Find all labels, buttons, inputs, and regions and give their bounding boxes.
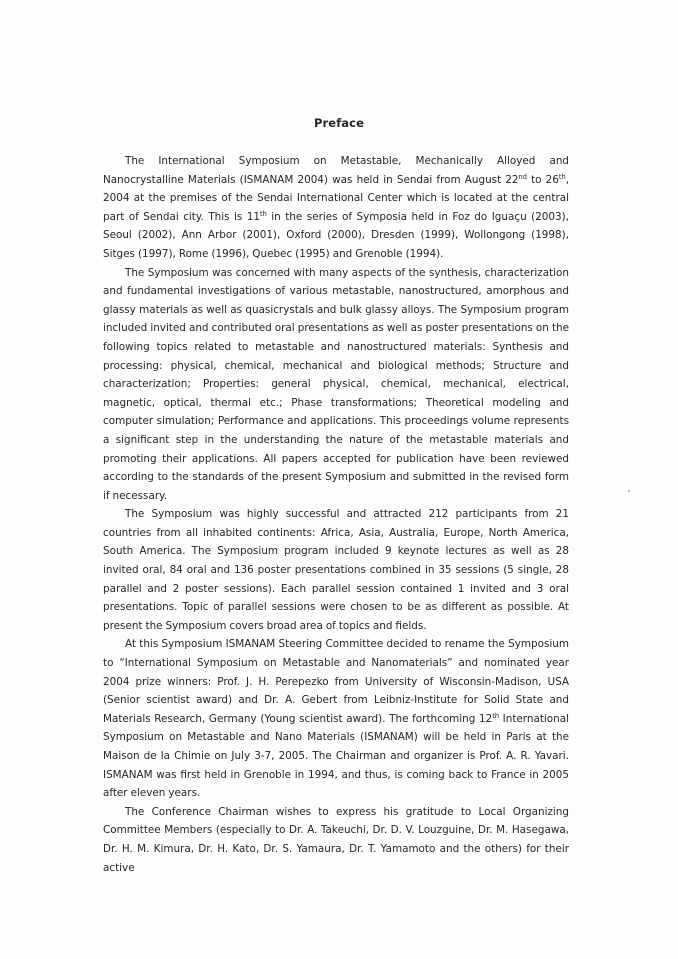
p1-text-b: to 26 — [526, 173, 559, 186]
paragraph-2: The Symposium was concerned with many aspects of the synthesis, characterization and fundamental investigations of various metastable, nanostructured, amorphous and glassy materials as well as quasicrystals and bulk glassy alloys. The Symposium program included invited and contributed oral presentations as well as poster presentations on the following topics related to metastable and nanostructured materials: Synthesis and processing: physical, chemical, mechanical and biological methods; Structure and characterization; Properties: general physical, chemical, mechanical, electrical, magnetic, optical, thermal etc.; Phase transformations; Theoretical modeling and computer simulation; Performance and applications. This proceedings volume represents a significant step in the understanding the nature of the metastable materials and promoting their applications. All papers accepted for publication have been reviewed according to the standards of the present Symposium and submitted in the revised form if necessary. — [103, 266, 569, 502]
preface-body — [103, 152, 569, 877]
p4-text-b: International Symposium on Metastable and Nano Materials (ISMANAM) will be held in Paris at the Maison de la Chimie on July 3-7, 2005. The Chairman and organizer is Prof. A. R. Yavari. ISMANAM was first held in Grenoble in 1994, and thus, is coming back to France in 2005 after eleven years. — [103, 712, 569, 800]
p1-text-d: in the series of Symposia held in Foz do Iguaçu (2003), Seoul (2002), Ann Arbor (2001), Oxford (2000), Dresden (1999), Wollongong (1998), Sitges (1997), Rome (1996), Quebec (1995) and Grenoble (1994). — [103, 210, 569, 260]
p1-sup-2: th — [558, 172, 566, 181]
scan-speck — [628, 490, 630, 492]
p1-text-a: The International Symposium on Metastable, Mechanically Alloyed and Nanocrystalline Materials (ISMANAM 2004) was held in Sendai from August 22 — [103, 155, 569, 186]
paragraph-1 — [103, 152, 569, 264]
paragraph-5: The Conference Chairman wishes to express his gratitude to Local Organizing Committee Members (especially to Dr. A. Takeuchi, Dr. D. V. Louzguine, Dr. M. Hasegawa, Dr. H. M. Kimura, Dr. H. Kato, Dr. S. Yamaura, Dr. T. Yamamoto and the others) for their active — [103, 805, 569, 874]
paragraph-3: The Symposium was highly successful and attracted 212 participants from 21 countries from all inhabited continents: Africa, Asia, Australia, Europe, North America, South America. The Symposium program included 9 keynote lectures as well as 28 invited oral, 84 oral and 136 poster presentations combined in 35 sessions (5 single, 28 parallel and 2 poster sessions). Each parallel session contained 1 invited and 3 oral presentations. Topic of parallel sessions were chosen to be as different as possible. At present the Symposium covers broad area of topics and fields. — [103, 508, 569, 632]
page-title: Preface — [314, 116, 364, 130]
p4-text-a: At this Symposium ISMANAM Steering Committee decided to rename the Symposium to “International Symposium on Metastable and Nanomaterials” and nominated year 2004 prize winners: Prof. J. H. Perepezko from University of Wisconsin-Madison, USA (Senior scientist award) and Dr. A. Gebert from Leibniz-Institute for Solid State and Materials Research, Germany (Young scientist award). The forthcoming 12 — [103, 638, 569, 725]
paragraph-4 — [103, 635, 569, 802]
p4-sup-1: th — [492, 711, 500, 720]
p1-text-c: , 2004 at the premises of the Sendai International Center which is located at the central part of Sendai city. This is 11 — [103, 173, 569, 223]
p1-sup-3: th — [260, 209, 267, 218]
p1-sup-1: nd — [518, 172, 527, 181]
